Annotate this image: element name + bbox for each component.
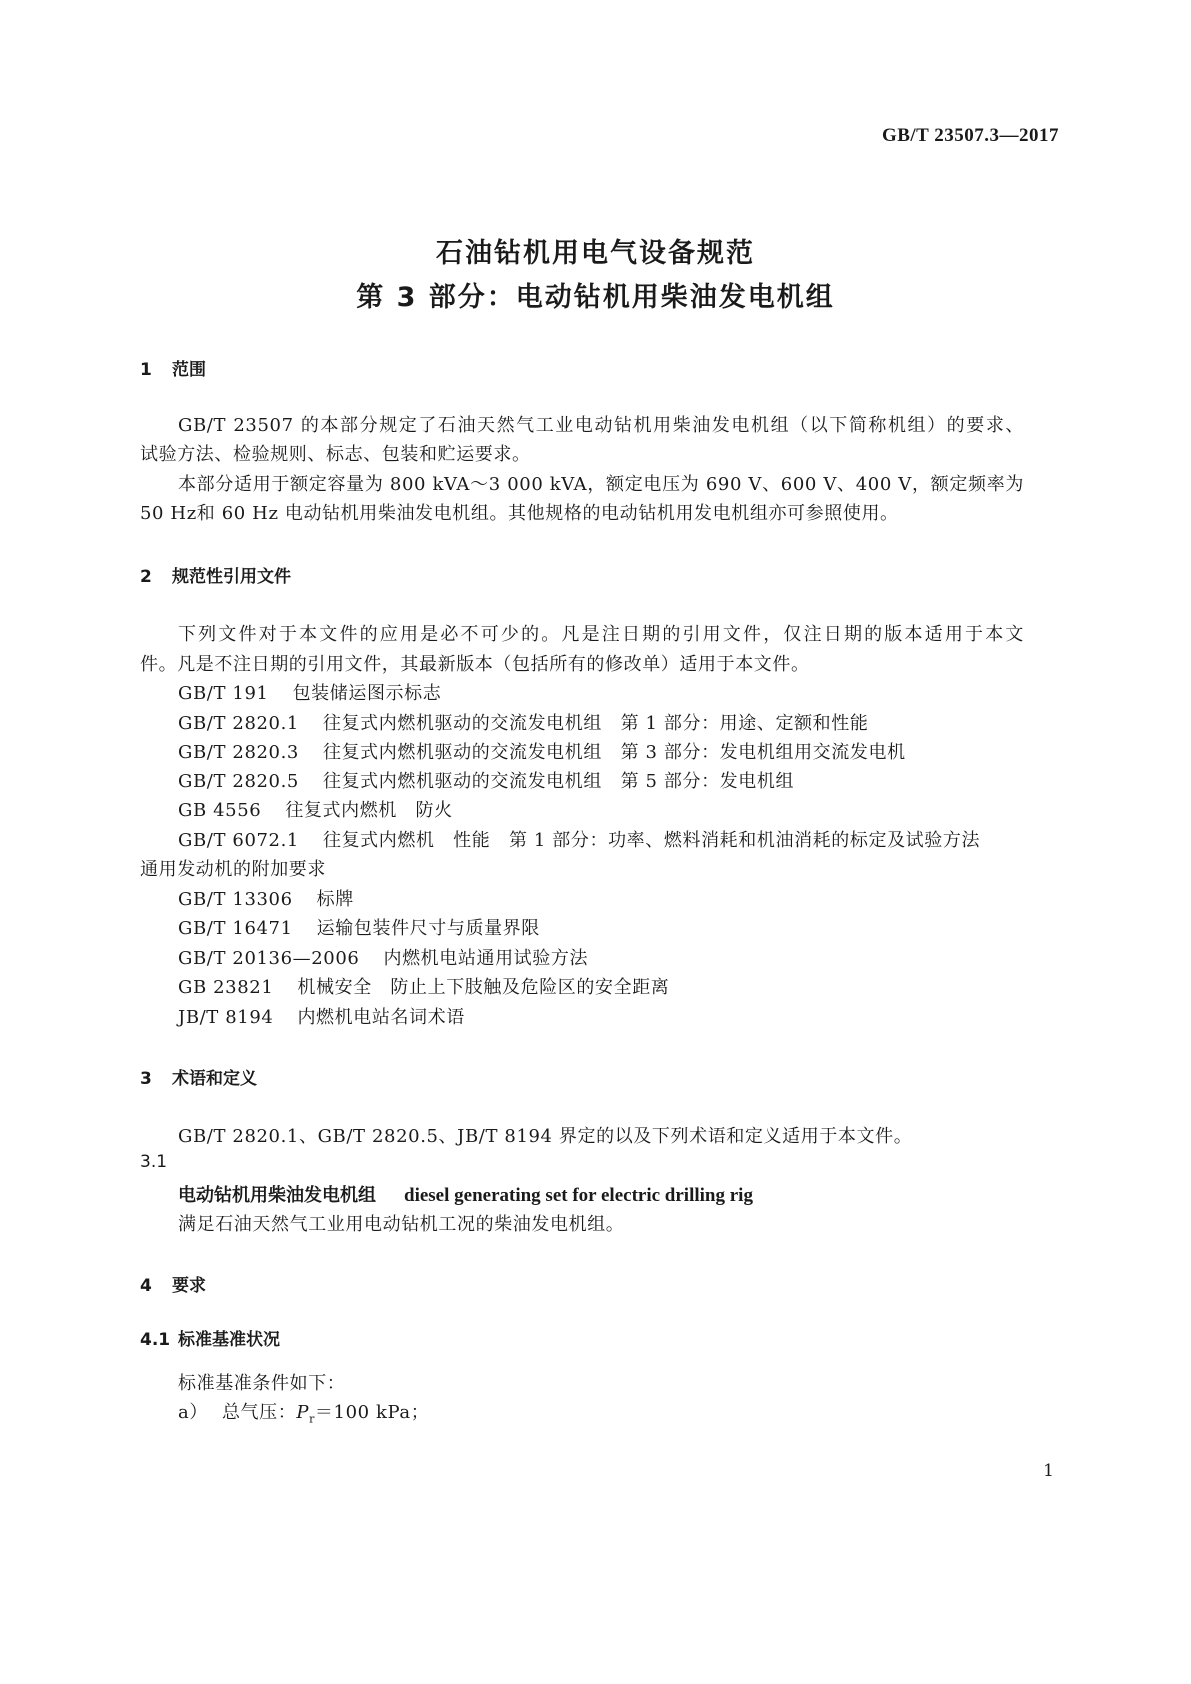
section-heading-scope [140, 355, 206, 380]
variable-subscript: r [309, 1412, 315, 1426]
paragraph-line: 本部分适用于额定容量为 800 kVA～3 000 kVA，额定电压为 690 V、600 V、400 V，额定频率为 [178, 474, 1024, 495]
reference-code: GB/T 20136—2006 [178, 948, 360, 969]
reference-code: GB/T 2820.1 [178, 713, 299, 734]
document-title-line1: 石油钻机用电气设备规范 [436, 238, 755, 269]
list-item-value: ＝100 kPa； [314, 1402, 430, 1423]
reference-title: 运输包装件尺寸与质量界限 [316, 918, 540, 939]
paragraph-line: 50 Hz和 60 Hz 电动钻机用柴油发电机组。其他规格的电动钻机用发电机组亦可参照使用。 [140, 503, 899, 524]
subsection-number: 4.1 [140, 1330, 171, 1350]
reference-item [178, 1003, 465, 1029]
reference-title: 往复式内燃机 性能 第 1 部分：功率、燃料消耗和机油消耗的标定及试验方法 [322, 830, 981, 851]
paragraph-line: GB/T 2820.1、GB/T 2820.5、JB/T 8194 界定的以及下列术语和定义适用于本文件。 [178, 1126, 913, 1147]
reference-code: GB/T 2820.3 [178, 742, 299, 763]
list-item-label: a） [178, 1402, 208, 1423]
page-number: 1 [1043, 1461, 1054, 1481]
reference-code: GB/T 2820.5 [178, 771, 299, 792]
reference-item [178, 826, 980, 852]
section-number: 3 [140, 1069, 152, 1089]
term-number: 3.1 [140, 1152, 168, 1172]
reference-title: 内燃机电站名词术语 [297, 1007, 465, 1028]
list-item-text: 总气压： [221, 1402, 297, 1423]
reference-code: GB 23821 [178, 977, 274, 998]
reference-item [178, 679, 441, 705]
reference-title: 往复式内燃机驱动的交流发电机组 第 3 部分：发电机组用交流发电机 [322, 742, 906, 763]
paragraph-line: 标准基准条件如下： [178, 1373, 346, 1394]
variable-symbol: P [296, 1402, 310, 1423]
section-number: 1 [140, 360, 152, 380]
reference-code: GB/T 6072.1 [178, 830, 299, 851]
section-title: 要求 [172, 1276, 206, 1296]
section-title: 范围 [172, 360, 206, 380]
reference-code: GB/T 191 [178, 683, 269, 704]
paragraph-line: GB/T 23507 的本部分规定了石油天然气工业电动钻机用柴油发电机组（以下简称机组）的要求、 [178, 415, 1024, 436]
reference-item [178, 944, 588, 970]
reference-continuation: 通用发动机的附加要求 [140, 859, 326, 880]
reference-title: 内燃机电站通用试验方法 [383, 948, 589, 969]
section-heading-terms [140, 1064, 257, 1089]
section-number: 2 [140, 567, 152, 587]
standard-code: GB/T 23507.3—2017 [881, 125, 1059, 146]
reference-code: GB/T 13306 [178, 889, 293, 910]
term-entry [178, 1181, 753, 1207]
reference-item [178, 796, 453, 822]
reference-item [178, 885, 354, 911]
section-title: 规范性引用文件 [172, 567, 291, 587]
section-title: 术语和定义 [172, 1069, 257, 1089]
subsection-heading [140, 1325, 280, 1350]
reference-title: 往复式内燃机 防火 [285, 800, 453, 821]
reference-title: 机械安全 防止上下肢触及危险区的安全距离 [297, 977, 670, 998]
reference-title: 包装储运图示标志 [292, 683, 442, 704]
reference-code: GB 4556 [178, 800, 262, 821]
paragraph-line: 下列文件对于本文件的应用是必不可少的。凡是注日期的引用文件，仅注日期的版本适用于本文 [178, 624, 1024, 645]
reference-item [178, 709, 868, 735]
term-definition: 满足石油天然气工业用电动钻机工况的柴油发电机组。 [178, 1214, 625, 1235]
section-heading-normative-references [140, 562, 291, 587]
subsection-title: 标准基准状况 [178, 1330, 280, 1350]
term-english: diesel generating set for electric drilling rig [404, 1185, 753, 1206]
paragraph-line: 试验方法、检验规则、标志、包装和贮运要求。 [140, 444, 531, 465]
paragraph-line: 件。凡是不注日期的引用文件，其最新版本（包括所有的修改单）适用于本文件。 [140, 654, 810, 675]
section-number: 4 [140, 1276, 152, 1296]
reference-title: 标牌 [316, 889, 354, 910]
document-title-line2: 第 3 部分：电动钻机用柴油发电机组 [356, 282, 835, 313]
reference-title: 往复式内燃机驱动的交流发电机组 第 1 部分：用途、定额和性能 [322, 713, 869, 734]
reference-item [178, 738, 906, 764]
reference-item [178, 914, 540, 940]
section-heading-requirements [140, 1271, 206, 1296]
reference-title: 往复式内燃机驱动的交流发电机组 第 5 部分：发电机组 [322, 771, 795, 792]
term-chinese: 电动钻机用柴油发电机组 [178, 1185, 376, 1206]
reference-item [178, 767, 794, 793]
reference-code: JB/T 8194 [178, 1007, 274, 1028]
list-item [178, 1398, 429, 1426]
reference-code: GB/T 16471 [178, 918, 293, 939]
reference-item [178, 973, 669, 999]
